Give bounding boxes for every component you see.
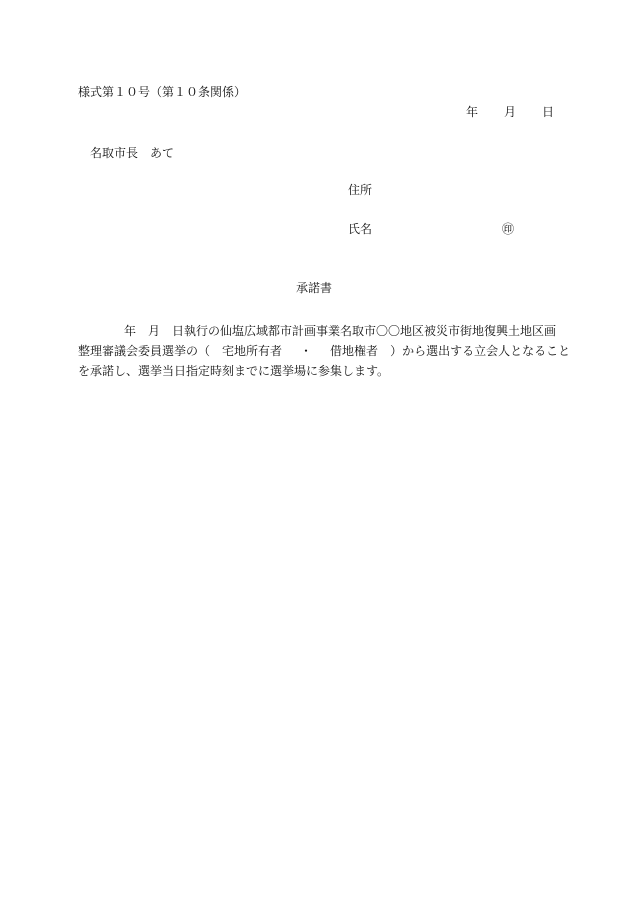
body-month-label: 月 [148,324,161,338]
name-label: 氏名 [348,222,373,236]
addressee-suffix: あて [150,146,175,160]
body-line-2 [78,341,571,361]
body-line-2-end: ）から選出する立会人となること [390,344,571,358]
option-leaseholder: 借地権者 [330,344,379,358]
body-year-label: 年 [124,324,137,338]
date-line [466,106,554,118]
body-line-2-start: 整理審議会委員選挙の（ [78,344,211,358]
date-month-label: 月 [504,105,517,119]
option-separator: ・ [300,344,313,358]
seal-mark: ㊞ [502,222,515,236]
address-label: 住所 [348,183,373,197]
document-title: 承諾書 [296,281,333,295]
body-line-3: を承諾し、選挙当日指定時刻までに選挙場に参集します。 [78,364,390,378]
body-line-1-text: 日執行の仙塩広域都市計画事業名取市〇〇地区被災市街地復興土地区画 [172,324,557,338]
document-body [78,321,571,381]
body-line-1 [78,321,557,341]
date-day-label: 日 [542,105,555,119]
option-land-owner: 宅地所有者 [222,344,283,358]
addressee [90,147,174,159]
addressee-name: 名取市長 [90,146,139,160]
date-year-label: 年 [466,105,479,119]
form-number: 様式第１０号（第１０条関係） [78,85,247,99]
